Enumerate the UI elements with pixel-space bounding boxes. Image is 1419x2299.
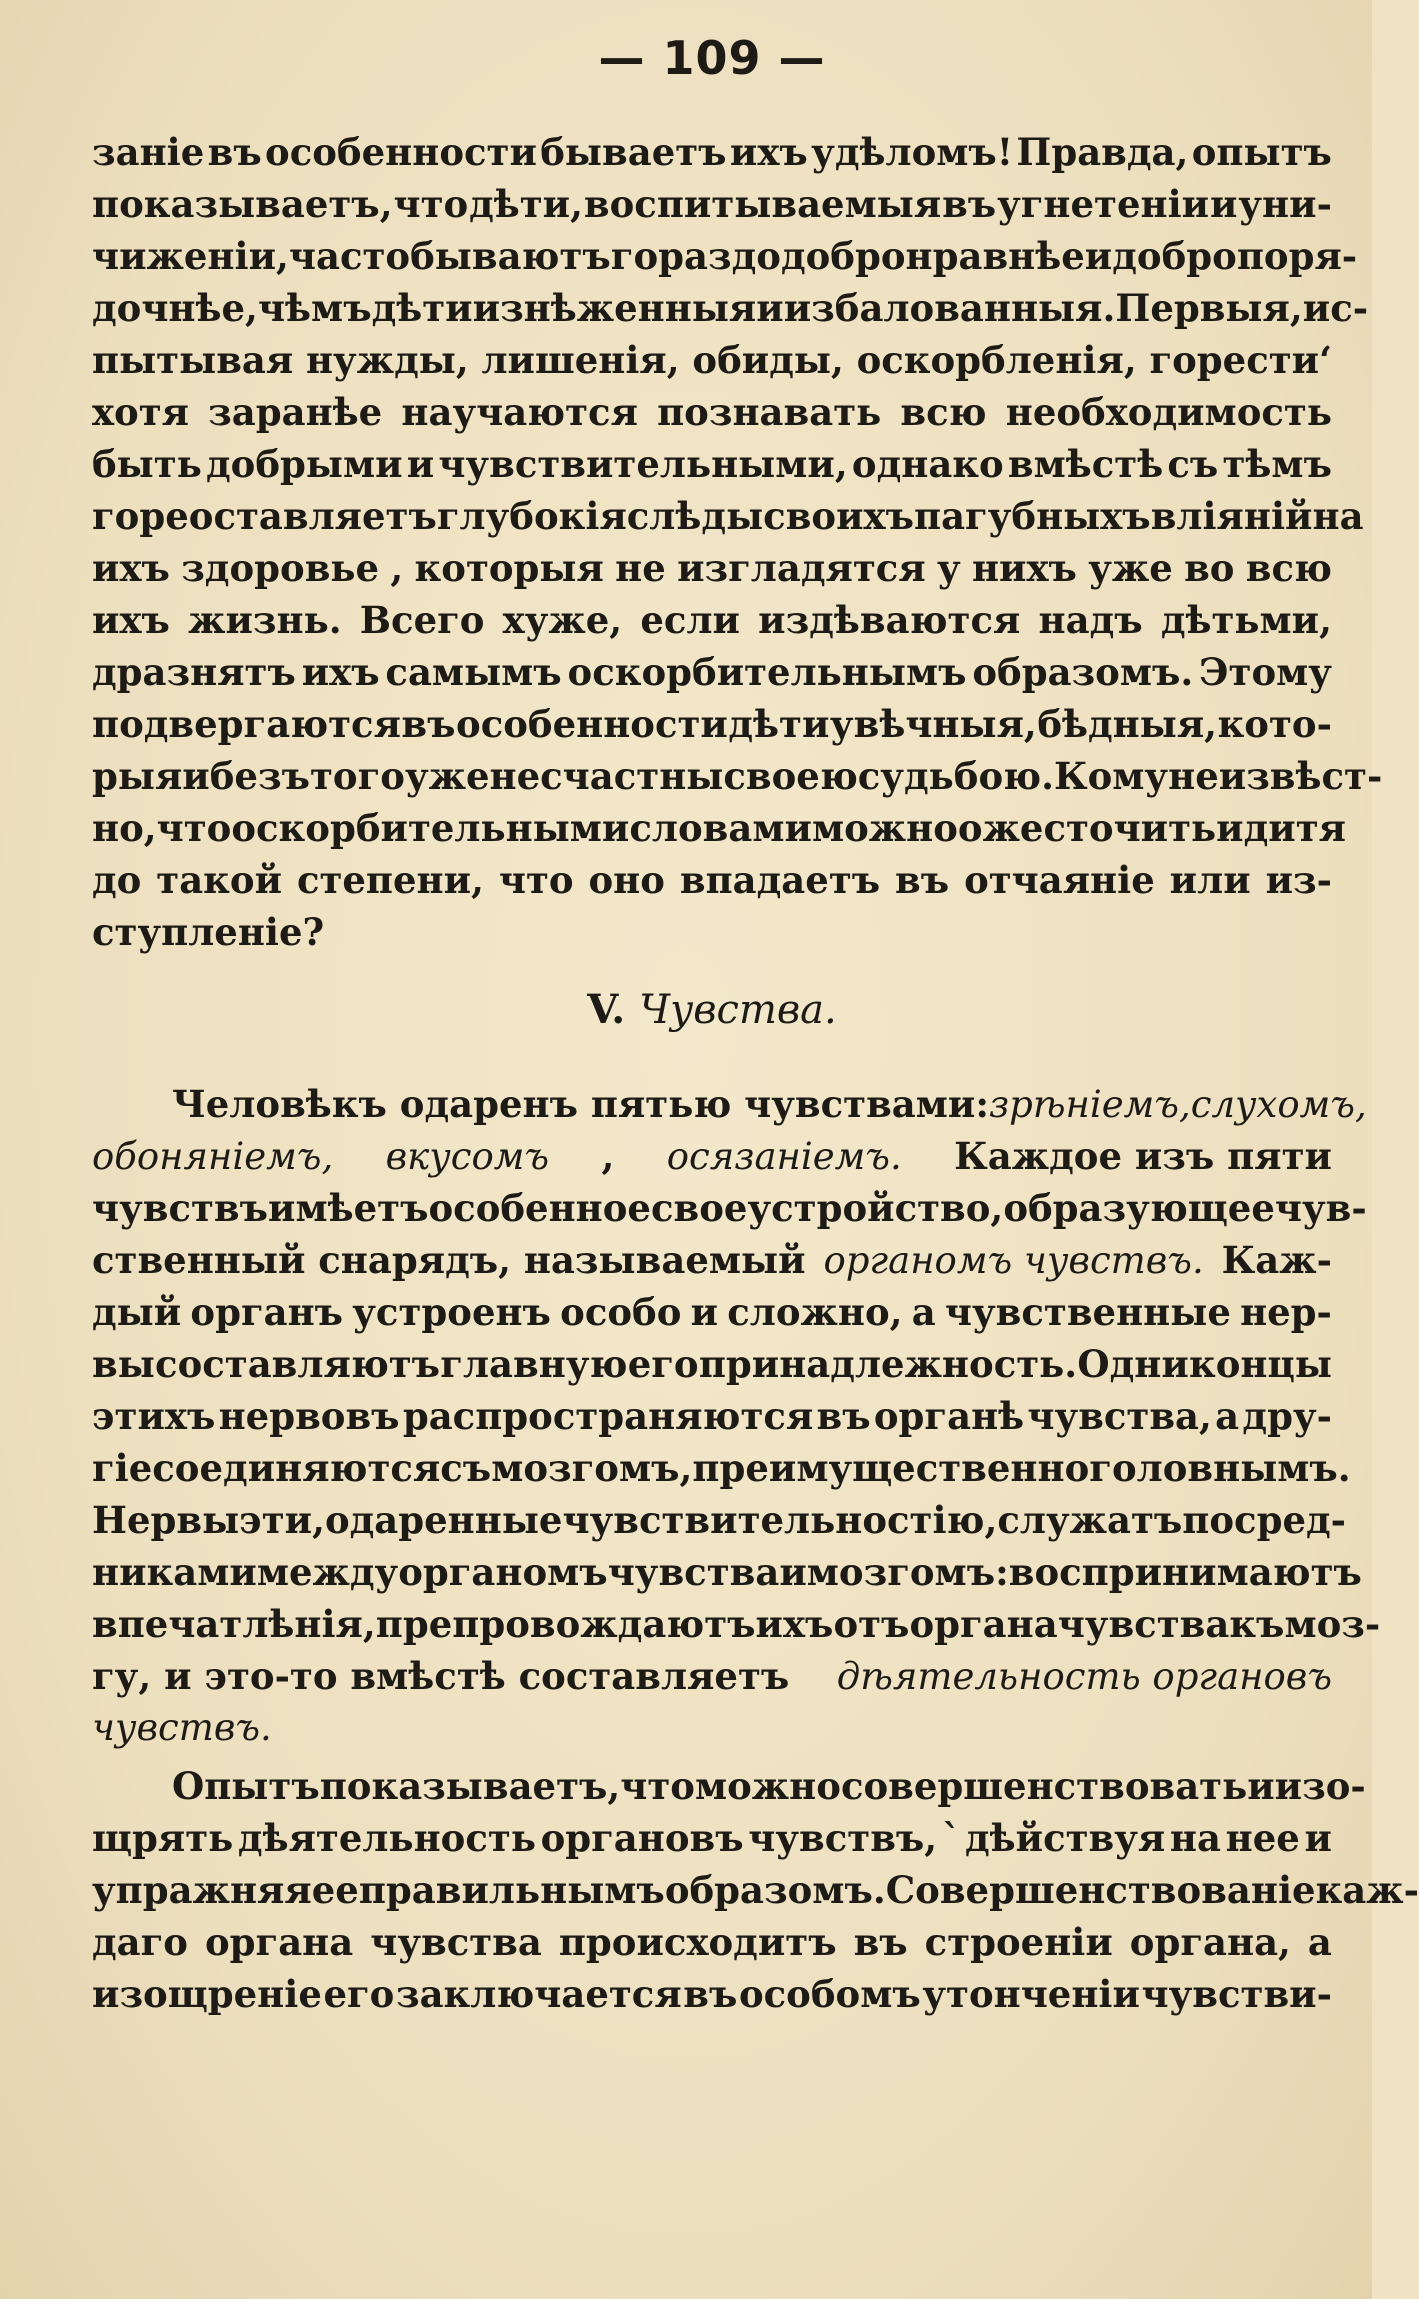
word: уни- [1238,182,1332,226]
text-line [92,1390,1332,1442]
word: у [936,546,961,590]
word: из- [1265,858,1332,902]
word: уже [404,754,490,798]
text-line [92,1546,1362,1598]
word: такой [156,858,283,902]
word: рыя [92,754,183,798]
word: того [309,754,405,798]
word: особенности [456,702,728,746]
word: на [1169,1816,1221,1860]
emphasis-text: органомъ чувствъ. [823,1239,1204,1282]
word: съ [1167,442,1219,486]
word: особо [560,1290,682,1334]
word: образующее [1003,1186,1275,1230]
text-line [92,1968,1332,2020]
word: Кому [1053,754,1169,798]
word: и [1084,234,1113,278]
word: мозгомъ: [806,1550,1009,1594]
word: которыя [414,546,604,590]
word: органѣ [873,1394,1025,1438]
word: своихъ [763,494,914,538]
word: имѣетъ [268,1186,429,1230]
word: каж- [1315,1868,1419,1912]
word: несчастны [489,754,724,798]
word: утонченіи [922,1972,1140,2016]
word: въ [401,702,456,746]
word: органа [909,1602,1058,1646]
word: этихъ [92,1394,216,1438]
word: если [640,598,740,642]
text-line [92,802,1346,854]
text-line [92,1494,1346,1546]
word: что [393,182,469,226]
word: отъ [833,1602,910,1646]
word: а [911,1290,936,1334]
word: чувстви- [1141,1972,1332,2016]
text-line [92,698,1332,750]
word: въ [816,1394,871,1438]
word: Нервы [92,1498,240,1542]
word: добропоря- [1112,234,1358,278]
word: горести‘ [1149,338,1332,382]
word: познавать [657,390,882,434]
text-line [92,1182,1367,1234]
word: нер- [1240,1290,1332,1334]
word: дый [92,1290,182,1334]
text-fragment: ственный снарядъ, называемый [92,1238,806,1282]
text-line [92,438,1332,490]
emphasis-text: слухомъ, [1190,1083,1367,1126]
text-line [92,750,1383,802]
word: нужды, [305,338,469,382]
word: а [1307,1920,1332,1964]
word: что [498,858,574,902]
word: добронравнѣе [780,234,1085,278]
word: ихъ [729,130,808,174]
word: чувства [1057,1602,1230,1646]
word: заключается [395,1972,682,2016]
word: свое [650,1186,748,1230]
word: преимущественно [692,1446,1090,1490]
word: Первыя, [1115,286,1303,330]
word: въ [853,1920,908,1964]
word: но, [92,806,157,850]
text-line [92,854,1332,906]
emphasis-text: зрѣніемъ, [989,1083,1191,1126]
word: бываютъ [410,234,611,278]
paragraph-3 [92,1760,1419,2020]
word: слѣды [626,494,764,538]
word: распространяются [402,1394,814,1438]
word: Одни [1077,1342,1189,1386]
text-line [92,1442,1351,1494]
word: тѣмъ [1222,442,1332,486]
word: эти, [239,1498,325,1542]
text-line [92,1286,1332,1338]
word: необходимость [1005,390,1332,434]
text-line [92,230,1358,282]
page-number: — 109 — [598,31,826,85]
emphasis-text: вкусомъ [385,1135,550,1178]
text-line [92,1234,1332,1286]
word: вліяній [1150,494,1313,538]
section-heading [92,982,1332,1038]
word: воспитываемыя [583,182,942,226]
word: на [1312,494,1364,538]
word: чиженіи, [92,234,289,278]
word: служатъ [997,1498,1183,1542]
word: моз- [1284,1602,1381,1646]
word: кото- [1217,702,1332,746]
word: органа [204,1920,354,1964]
word: опытъ [1191,130,1332,174]
text-line [92,1078,1367,1130]
word: что [156,806,232,850]
text-fragment: Каж- [1221,1238,1332,1282]
word: уже [1088,546,1173,590]
word: , [390,546,404,590]
text-line [92,1598,1381,1650]
word: не [1168,754,1219,798]
word: самымъ [385,650,562,694]
word: органъ [190,1290,344,1334]
word: вмѣстѣ [1007,442,1164,486]
word: оскорбленія, [856,338,1137,382]
word: дочнѣе, [92,286,258,330]
word: посред- [1182,1498,1346,1542]
word: чѣмъ [257,286,372,330]
word: своею [723,754,858,798]
text-fragment: гу, и это-то вмѣстѣ составляетъ [92,1654,790,1698]
word: показываетъ, [92,182,393,226]
word: чувствительными, [438,442,848,486]
text-fragment: , [601,1134,615,1178]
word: Совершенствованіе [885,1868,1316,1912]
word: изнѣженныя [472,286,757,330]
word: надъ [1038,598,1143,642]
word: Этому [1199,650,1332,694]
word: органовъ [540,1816,744,1860]
word: дѣти [371,286,473,330]
word: оставляетъ [188,494,437,538]
word: можно [694,1764,841,1808]
word: даго [92,1920,188,1964]
emphasis-text: осязаніемъ. [666,1135,902,1178]
text-line [92,1130,1332,1182]
word: совершенствовать [840,1764,1248,1808]
word: чувства [607,1550,780,1594]
word: чувствъ, [748,1816,938,1860]
word: дѣятельность [237,1816,536,1860]
text-fragment: Каждое изъ пяти [954,1134,1332,1178]
word: обиды, [692,338,844,382]
word: впадаетъ [679,858,881,902]
word: ихъ [92,598,170,642]
word: угнетеніи [997,182,1210,226]
word: пагубныхъ [913,494,1151,538]
word: отчаяніе [964,858,1155,902]
word: оскорбительными [231,806,630,850]
word: происходитъ [558,1920,837,1964]
word: нихъ [971,546,1077,590]
word: ис- [1302,286,1369,330]
word: чувственные [944,1290,1231,1334]
word: до [92,858,142,902]
emphasis-text: обоняніемъ, [92,1135,334,1178]
word: пытывая [92,338,294,382]
word: между [256,1550,399,1594]
text-line [92,282,1369,334]
word: нее [1225,1816,1300,1860]
word: а [1215,1394,1240,1438]
word: строеніи [924,1920,1113,1964]
word: соединяются [152,1446,441,1490]
word: устроенъ [352,1290,551,1334]
word: сложно, [727,1290,903,1334]
text-fragment: Человѣкъ одаренъ пятью чувствами: [172,1082,989,1126]
word: горе [92,494,189,538]
word: гіе [92,1446,153,1490]
word: бываетъ [540,130,727,174]
word: чув- [1274,1186,1367,1230]
word: хотя [92,390,189,434]
word: избалованныя. [783,286,1116,330]
word: образомъ. [972,650,1194,694]
word: дру- [1242,1394,1332,1438]
word: оно [588,858,665,902]
text-line [92,594,1332,646]
word: дѣтьми, [1160,598,1332,642]
word: судьбою. [857,754,1054,798]
word: одаренные [324,1498,563,1542]
word: въ [895,858,950,902]
word: и [779,1550,807,1594]
word: чувства, [1027,1394,1212,1438]
word: дитя [1243,806,1346,850]
word: особенное [428,1186,651,1230]
word: всю [1245,546,1332,590]
text-line [92,646,1332,698]
word: можно [811,806,958,850]
word: главную [440,1342,628,1386]
word: удѣломъ! [811,130,1014,174]
text-line [92,1916,1332,1968]
word: съ [440,1446,492,1490]
paragraph-2 [92,1078,1381,1754]
word: заранѣе [208,390,383,434]
emphasis-text: чувствъ. [92,1706,272,1749]
emphasis-text: дѣятельность органовъ [836,1655,1332,1698]
text-line [92,1760,1366,1812]
word: не [615,546,666,590]
word: подвергаются [92,702,401,746]
word: во [1184,546,1235,590]
word: что [620,1764,695,1808]
text-line [92,490,1364,542]
word: органомъ [398,1550,608,1594]
word: безъ [209,754,310,798]
word: воспринимаютъ [1008,1550,1362,1594]
word: добрыми [205,442,403,486]
word: издѣваются [758,598,1021,642]
word: однако [851,442,1004,486]
word: дѣйствуя [964,1816,1166,1860]
word: ихъ [301,650,380,694]
word: извѣст- [1218,754,1383,798]
word: дразнятъ [92,650,296,694]
word: особенности [265,130,537,174]
word: хуже, [502,598,623,642]
text-line: ступленіе? [92,910,325,954]
text-line [92,1702,1332,1754]
word: мозгомъ, [491,1446,693,1490]
section-number: V. [587,986,626,1033]
word: Всего [359,598,485,642]
word: научаются [401,390,638,434]
word: принадлежность. [698,1342,1078,1386]
word: часто [288,234,411,278]
text-line [92,386,1332,438]
text-line [92,1864,1419,1916]
word: образомъ. [664,1868,886,1912]
word: чувствъ [92,1186,269,1230]
word: устройство, [747,1186,1004,1230]
word: къ [1229,1602,1285,1646]
word: здоровье [181,546,380,590]
word: степени, [296,858,484,902]
word: чувства [370,1920,542,1964]
text-line [92,334,1332,386]
word: изгладятся [677,546,926,590]
word: ихъ [755,1602,834,1646]
word: или [1169,858,1251,902]
word: и [690,1290,719,1334]
word: и [406,442,435,486]
paragraph-1 [92,126,1383,958]
word: и [1216,806,1244,850]
word: гораздо [610,234,781,278]
word: всю [900,390,987,434]
word: органа, [1129,1920,1291,1964]
section-title: Чувства. [639,987,837,1033]
word: въ [942,182,997,226]
word: вы [92,1342,155,1386]
word: въ [207,130,262,174]
text-line [92,1650,1332,1702]
word: глубокія [436,494,627,538]
word: и [182,754,210,798]
word: и [1210,182,1238,226]
word: ` [941,1816,961,1860]
word: ее [311,1868,359,1912]
word: чувствительностію, [562,1498,998,1542]
word: щрять [92,1816,234,1860]
word: ожесточить [957,806,1217,850]
word: увѣчныя, [829,702,1037,746]
text-line [92,1338,1332,1390]
word: дѣти, [469,182,584,226]
word: быть [92,442,202,486]
word: концы [1189,1342,1332,1386]
text-line [92,542,1332,594]
word: правильнымъ [358,1868,665,1912]
word: изо- [1274,1764,1366,1808]
word: его [627,1342,699,1386]
word: ихъ [92,546,170,590]
word: показываетъ, [319,1764,621,1808]
word: бѣдныя, [1037,702,1218,746]
word: и [1304,1816,1332,1860]
word: особомъ [738,1972,921,2016]
word: заніе [92,130,205,174]
word: нервовъ [218,1394,400,1438]
word: изощреніе [92,1972,322,2016]
word: жизнь. [188,598,342,642]
text-line [92,126,1332,178]
word: оскорбительнымъ [567,650,967,694]
word: его [323,1972,395,2016]
word: никами [92,1550,257,1594]
word: упражняя [92,1868,312,1912]
word: головнымъ. [1089,1446,1351,1490]
word: и [756,286,784,330]
word: лишенія, [481,338,680,382]
text-line [92,178,1332,230]
word: Опытъ [172,1764,320,1808]
word: препровождаютъ [375,1602,756,1646]
word: и [1247,1764,1275,1808]
word: впечатлѣнія, [92,1602,376,1646]
word: Правда, [1016,130,1189,174]
word: составляютъ [155,1342,441,1386]
text-line [92,1812,1332,1864]
word: словами [629,806,812,850]
word: дѣти [728,702,830,746]
word: въ [683,1972,738,2016]
